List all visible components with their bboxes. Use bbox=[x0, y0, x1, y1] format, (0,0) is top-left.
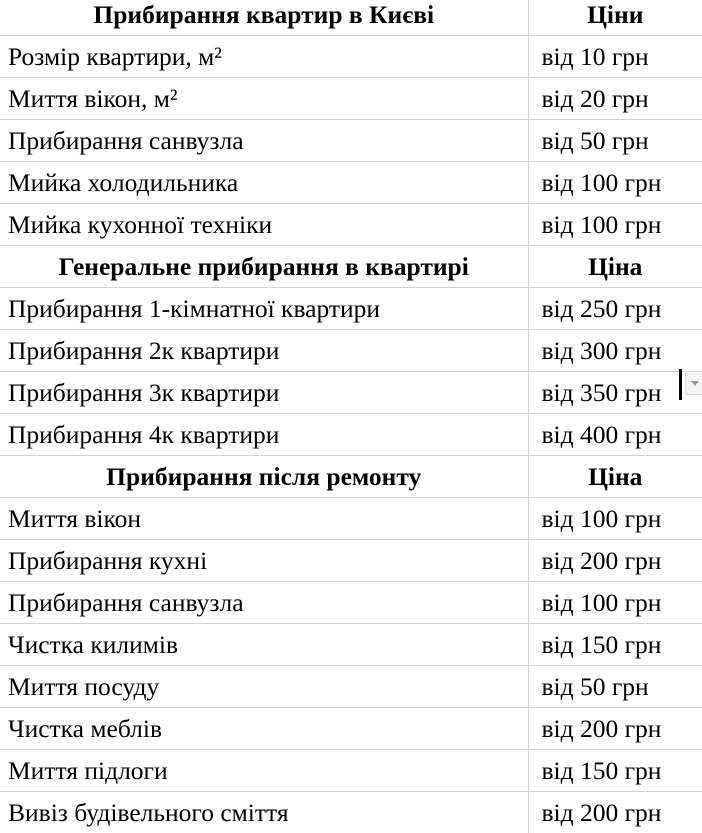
table-row bbox=[0, 792, 702, 833]
table-row bbox=[0, 750, 702, 792]
service-cell[interactable]: Мийка холодильника bbox=[0, 162, 528, 204]
table-row bbox=[0, 36, 702, 78]
service-cell[interactable]: Миття посуду bbox=[0, 666, 528, 708]
service-cell[interactable]: Миття підлоги bbox=[0, 750, 528, 792]
service-cell[interactable]: Чистка меблів bbox=[0, 708, 528, 750]
table-row bbox=[0, 330, 702, 372]
table-row bbox=[0, 372, 702, 414]
price-cell[interactable]: від 200 грн bbox=[528, 792, 702, 833]
service-cell[interactable]: Прибирання кухні bbox=[0, 540, 528, 582]
table-row bbox=[0, 162, 702, 204]
price-cell[interactable]: від 200 грн bbox=[528, 540, 702, 582]
table-row bbox=[0, 540, 702, 582]
table-row bbox=[0, 666, 702, 708]
price-cell[interactable]: від 50 грн bbox=[528, 120, 702, 162]
chevron-down-icon bbox=[691, 381, 699, 386]
table-row bbox=[0, 204, 702, 246]
service-cell[interactable]: Прибирання санвузла bbox=[0, 120, 528, 162]
price-cell[interactable]: від 150 грн bbox=[528, 750, 702, 792]
price-cell[interactable]: від 100 грн bbox=[528, 498, 702, 540]
price-cell[interactable]: від 100 грн bbox=[528, 162, 702, 204]
section-title[interactable]: Прибирання квартир в Києві bbox=[0, 0, 528, 36]
table-row bbox=[0, 498, 702, 540]
price-cell[interactable]: від 100 грн bbox=[528, 204, 702, 246]
service-cell[interactable]: Розмір квартири, м² bbox=[0, 36, 528, 78]
service-cell[interactable]: Миття вікон, м² bbox=[0, 78, 528, 120]
cell-dropdown-button[interactable] bbox=[685, 371, 702, 395]
section-header bbox=[0, 246, 702, 288]
service-cell[interactable]: Прибирання санвузла bbox=[0, 582, 528, 624]
table-row bbox=[0, 414, 702, 456]
table-row bbox=[0, 288, 702, 330]
price-cell[interactable]: від 200 грн bbox=[528, 708, 702, 750]
service-cell[interactable]: Прибирання 4к квартири bbox=[0, 414, 528, 456]
table-row bbox=[0, 624, 702, 666]
section-header bbox=[0, 0, 702, 36]
service-cell[interactable]: Прибирання 1-кімнатної квартири bbox=[0, 288, 528, 330]
price-cell[interactable]: від 100 грн bbox=[528, 582, 702, 624]
service-cell[interactable]: Мийка кухонної техніки bbox=[0, 204, 528, 246]
price-column-header[interactable]: Ціна bbox=[528, 246, 702, 288]
service-cell[interactable]: Прибирання 3к квартири bbox=[0, 372, 528, 414]
section-title[interactable]: Прибирання після ремонту bbox=[0, 456, 528, 498]
table-row bbox=[0, 78, 702, 120]
table-row bbox=[0, 582, 702, 624]
price-cell[interactable]: від 250 грн bbox=[528, 288, 702, 330]
cell-cursor bbox=[679, 369, 682, 400]
service-cell[interactable]: Вивіз будівельного сміття bbox=[0, 792, 528, 833]
price-column-header[interactable]: Ціни bbox=[528, 0, 702, 36]
table-row bbox=[0, 708, 702, 750]
service-cell[interactable]: Миття вікон bbox=[0, 498, 528, 540]
section-title[interactable]: Генеральне прибирання в квартирі bbox=[0, 246, 528, 288]
price-column-header[interactable]: Ціна bbox=[528, 456, 702, 498]
service-cell[interactable]: Чистка килимів bbox=[0, 624, 528, 666]
table-row bbox=[0, 120, 702, 162]
service-cell[interactable]: Прибирання 2к квартири bbox=[0, 330, 528, 372]
price-cell[interactable]: від 400 грн bbox=[528, 414, 702, 456]
price-cell[interactable]: від 20 грн bbox=[528, 78, 702, 120]
price-cell[interactable]: від 150 грн bbox=[528, 624, 702, 666]
price-cell-selected[interactable]: від 350 грн bbox=[528, 372, 702, 414]
price-cell[interactable]: від 10 грн bbox=[528, 36, 702, 78]
section-header bbox=[0, 456, 702, 498]
price-cell[interactable]: від 300 грн bbox=[528, 330, 702, 372]
price-cell[interactable]: від 50 грн bbox=[528, 666, 702, 708]
